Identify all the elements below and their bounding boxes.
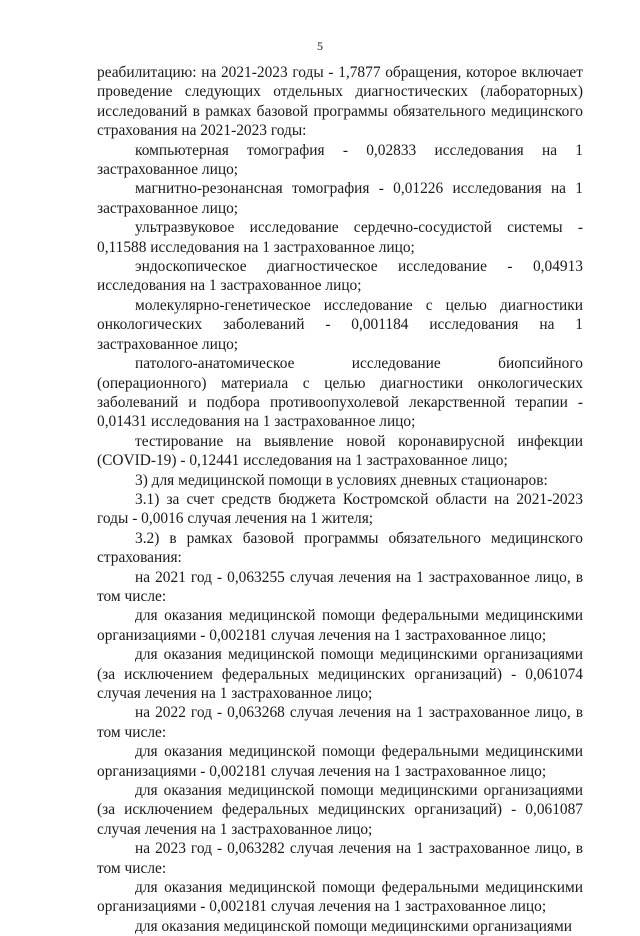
paragraph: реабилитацию: на 2021-2023 годы - 1,7877 обращения, которое включает проведение следующих отдельных диагностических (лабораторных) исследований в рамках базовой программы обязательного медицинского страхования на 2021-2023 годы: <box>97 64 583 140</box>
paragraph: тестирование на выявление новой коронавирусной инфекции (COVID-19) - 0,12441 исследования на 1 застрахованное лицо; <box>97 432 583 470</box>
document-body <box>97 63 583 936</box>
paragraph: компьютерная томография - 0,02833 исследования на 1 застрахованное лицо; <box>97 141 583 179</box>
paragraph: патолого-анатомическое исследование биопсийного (операционного) материала с целью диагностики онкологических заболеваний и подбора противоопухолевой лекарственной терапии - 0,01431 исследования на 1 застрахованное лицо; <box>97 355 583 431</box>
page-number: 5 <box>317 39 323 53</box>
paragraph: на 2021 год - 0,063255 случая лечения на 1 застрахованное лицо, в том числе: <box>97 568 583 605</box>
paragraph: 3.1) за счет средств бюджета Костромской области на 2021-2023 годы - 0,0016 случая лечения на 1 жителя; <box>97 490 583 528</box>
paragraph: для оказания медицинской помощи медицинскими организациями <box>135 917 572 935</box>
paragraph: 3.2) в рамках базовой программы обязательного медицинского страхования: <box>97 529 583 567</box>
paragraph: эндоскопическое диагностическое исследование - 0,04913 исследования на 1 застрахованное лицо; <box>97 258 583 295</box>
paragraph: для оказания медицинской помощи федеральными медицинскими организациями - 0,002181 случая лечения на 1 застрахованное лицо; <box>97 607 583 644</box>
paragraph: для оказания медицинской помощи медицинскими организациями (за исключением федеральных медицинских организаций) - 0,061074 случая лечения на 1 застрахованное лицо; <box>97 646 583 702</box>
paragraph: молекулярно-генетическое исследование с целью диагностики онкологических заболеваний - 0,001184 исследования на 1 застрахованное лицо; <box>97 296 583 353</box>
paragraph: для оказания медицинской помощи федеральными медицинскими организациями - 0,002181 случая лечения на 1 застрахованное лицо; <box>97 879 583 916</box>
paragraph: 3) для медицинской помощи в условиях дневных стационаров: <box>135 471 548 489</box>
paragraph: для оказания медицинской помощи федеральными медицинскими организациями - 0,002181 случая лечения на 1 застрахованное лицо; <box>97 743 583 780</box>
paragraph: ультразвуковое исследование сердечно-сосудистой системы - 0,11588 исследования на 1 застрахованное лицо; <box>97 219 583 256</box>
paragraph: на 2022 год - 0,063268 случая лечения на 1 застрахованное лицо, в том числе: <box>97 704 583 741</box>
paragraph: для оказания медицинской помощи медицинскими организациями (за исключением федеральных медицинских организаций) - 0,061087 случая лечения на 1 застрахованное лицо; <box>97 782 583 838</box>
paragraph: магнитно-резонансная томография - 0,01226 исследования на 1 застрахованное лицо; <box>97 180 583 217</box>
paragraph: на 2023 год - 0,063282 случая лечения на 1 застрахованное лицо, в том числе: <box>97 840 583 877</box>
